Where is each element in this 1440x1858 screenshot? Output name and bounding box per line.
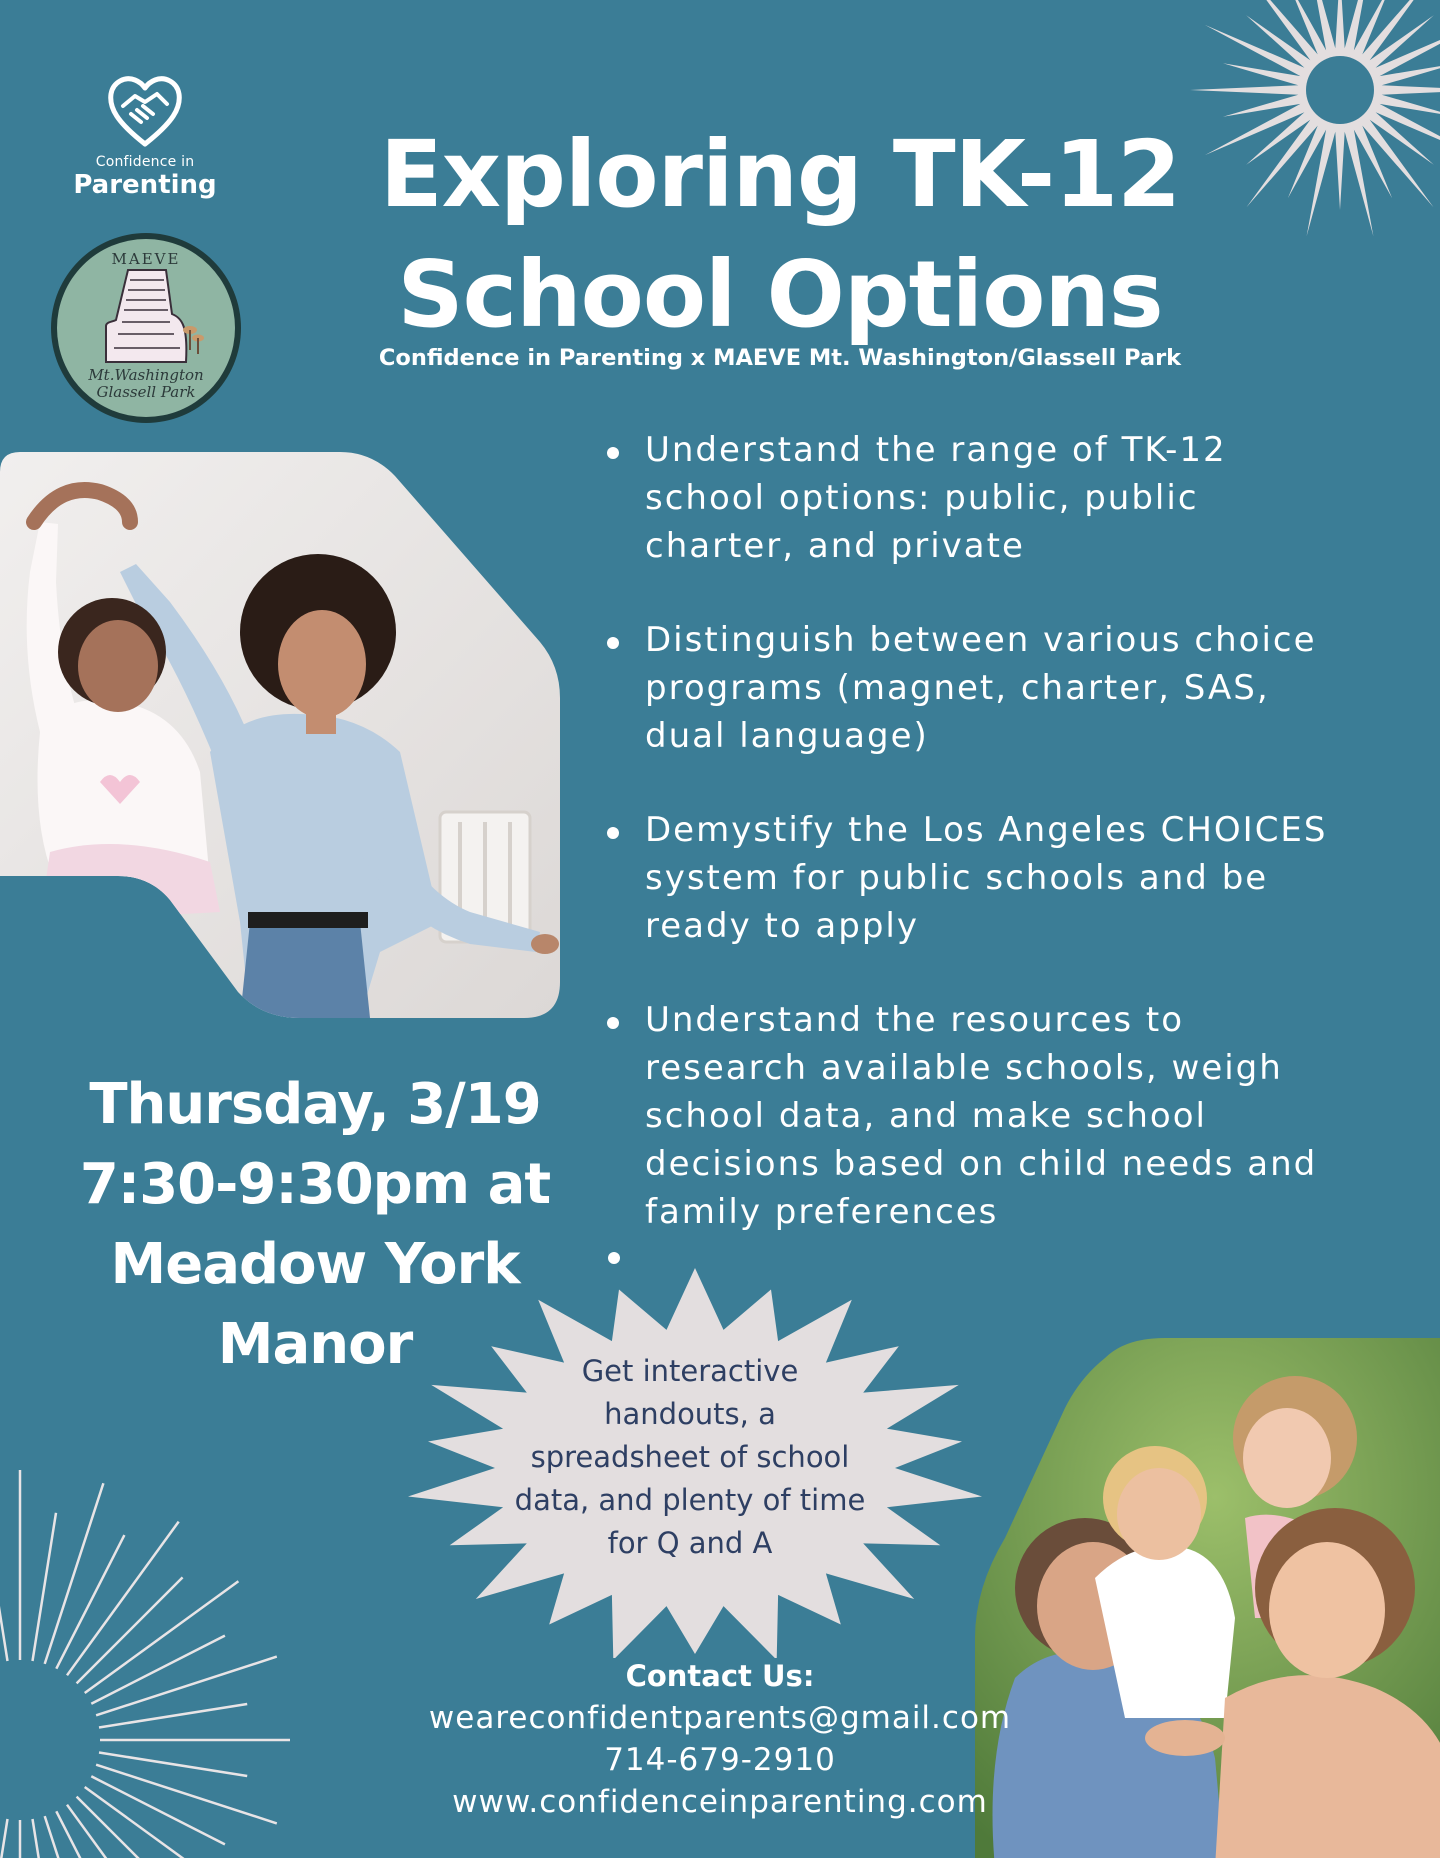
benefit-item bbox=[605, 996, 1405, 1236]
benefit-line: system for public schools and be bbox=[645, 858, 1269, 898]
benefit-line: programs (magnet, charter, SAS, bbox=[645, 668, 1270, 708]
page-subtitle: Confidence in Parenting x MAEVE Mt. Washington/Glassell Park bbox=[378, 345, 1182, 371]
starburst-decoration-bottom bbox=[0, 1380, 420, 1858]
benefit-line: ready to apply bbox=[645, 906, 920, 946]
burst-ray bbox=[85, 1787, 239, 1858]
burst-ray bbox=[0, 1819, 8, 1858]
benefit-line: dual language) bbox=[645, 716, 929, 756]
callout-line: Get interactive bbox=[581, 1354, 799, 1388]
benefit-line: school data, and make school bbox=[645, 1096, 1207, 1136]
contact-phone[interactable]: 714-679-2910 bbox=[604, 1742, 836, 1778]
benefit-line: charter, and private bbox=[645, 526, 1025, 566]
burst-ray bbox=[91, 1776, 225, 1844]
contact-website[interactable]: www.confidenceinparenting.com bbox=[452, 1784, 988, 1820]
burst-ray bbox=[45, 1816, 104, 1858]
badge-top-text: MAEVE bbox=[111, 250, 181, 268]
burst-ray bbox=[0, 1513, 8, 1661]
benefit-line: Demystify the Los Angeles CHOICES bbox=[645, 810, 1328, 850]
contact-heading: Contact Us: bbox=[625, 1659, 815, 1693]
callout-line: handouts, a bbox=[604, 1397, 776, 1431]
logo-small-text: Confidence in bbox=[95, 154, 195, 170]
benefit-line: Distinguish between various choice bbox=[645, 620, 1317, 660]
burst-ray bbox=[77, 1797, 183, 1858]
benefit-line: school options: public, public bbox=[645, 478, 1199, 518]
benefit-line: research available schools, weigh bbox=[645, 1048, 1283, 1088]
burst-ray bbox=[56, 1535, 124, 1669]
confidence-in-parenting-logo bbox=[60, 74, 230, 200]
benefit-line: decisions based on child needs and bbox=[645, 1144, 1318, 1184]
heart-handshake-icon bbox=[105, 74, 185, 148]
event-venue-line2: Manor bbox=[217, 1312, 413, 1377]
logo-big-text: Parenting bbox=[73, 170, 217, 200]
callout-line: for Q and A bbox=[607, 1526, 773, 1560]
badge-line2: Glassell Park bbox=[96, 383, 196, 401]
mother-daughter-photo bbox=[0, 452, 560, 1018]
benefits-list bbox=[605, 426, 1405, 1282]
event-venue-line1: Meadow York bbox=[110, 1232, 520, 1297]
page-title bbox=[330, 115, 1230, 355]
benefit-item bbox=[605, 806, 1405, 950]
event-date: Thursday, 3/19 bbox=[89, 1072, 541, 1137]
benefit-line: family preferences bbox=[645, 1192, 999, 1232]
event-time: 7:30-9:30pm at bbox=[79, 1152, 551, 1217]
burst-ray bbox=[91, 1636, 225, 1704]
benefit-line: Understand the range of TK-12 bbox=[645, 430, 1227, 470]
benefit-item bbox=[605, 426, 1405, 570]
title-line1: Exploring TK-12 bbox=[379, 121, 1181, 228]
contact-email[interactable]: weareconfidentparents@gmail.com bbox=[428, 1700, 1012, 1736]
benefit-item bbox=[605, 616, 1405, 760]
maeve-badge-logo bbox=[48, 230, 244, 426]
callout-line: data, and plenty of time bbox=[514, 1483, 866, 1517]
callout-text bbox=[470, 1350, 910, 1565]
benefit-line: Understand the resources to bbox=[645, 1000, 1185, 1040]
burst-ray bbox=[77, 1577, 183, 1683]
callout-line: spreadsheet of school bbox=[530, 1440, 850, 1474]
badge-line1: Mt.Washington bbox=[88, 366, 204, 384]
title-line2: School Options bbox=[397, 241, 1163, 348]
contact-section bbox=[390, 1655, 1050, 1823]
